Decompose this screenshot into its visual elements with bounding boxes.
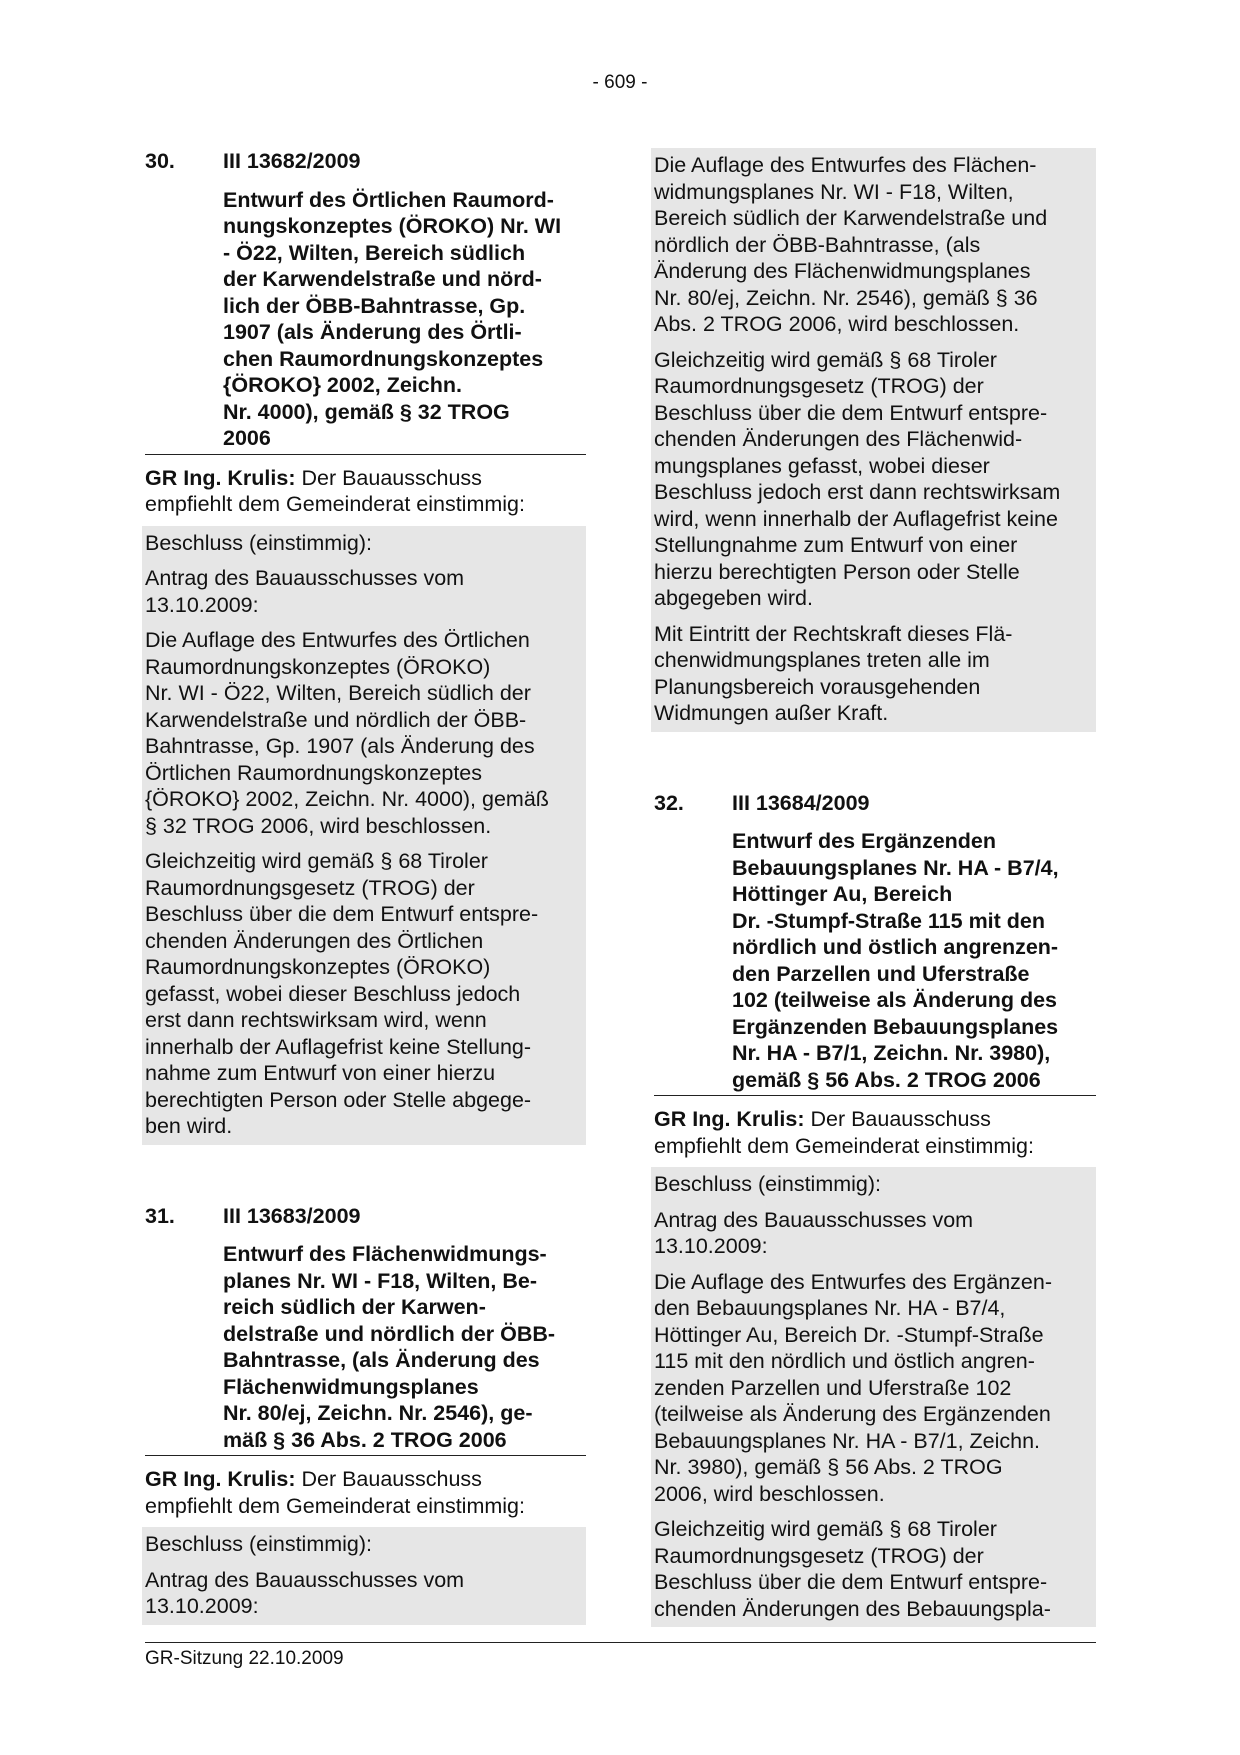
resolution-paragraph: Die Auflage des Entwurfes des Flächen- widmungsplanes Nr. WI - F18, Wilten, Bereich südlich der Karwendelstraße und nördlich der ÖBB-Bahntrasse, (als Änderung des Flächenwidmungsplanes Nr. 80/ej, Zeichn. Nr. 2546), gemäß § 36 Abs. 2 TROG 2006, wird beschlossen. (654, 153, 1048, 336)
intro-text: Der Bauausschuss empfiehlt dem Gemeinderat einstimmig: (145, 1467, 525, 1518)
agenda-item-31 (145, 1203, 586, 1456)
item-number: 32. (654, 790, 684, 815)
footer-session-date: GR-Sitzung 22.10.2009 (145, 1648, 344, 1669)
motion-label: Antrag des Bauausschusses vom 13.10.2009: (145, 1567, 465, 1618)
speaker-intro (654, 1106, 1096, 1159)
intro-text: Der Bauausschuss empfiehlt dem Gemeinderat einstimmig: (145, 465, 525, 516)
resolution-label: Beschluss (einstimmig): (145, 1532, 372, 1556)
left-column (145, 148, 586, 1625)
resolution-paragraph: Gleichzeitig wird gemäß § 68 Tiroler Raumordnungsgesetz (TROG) der Beschluss über die dem Entwurf entspre- chenden Änderungen des Örtlichen Raumordnungskonzeptes (ÖROKO) gefasst, wobei dieser Beschluss jedoch erst dann rechtswirksam wird, wenn innerhalb der Auflagefrist keine Stellung- nahme zum Entwurf von einer hierzu berechtigten Person oder Stelle abgege- ben wird. (145, 849, 539, 1138)
resolution-block (651, 1167, 1096, 1627)
divider (145, 1455, 586, 1456)
resolution-label: Beschluss (einstimmig): (145, 530, 372, 555)
divider (654, 1095, 1096, 1096)
resolution-paragraph: Mit Eintritt der Rechtskraft dieses Flä- chenwidmungsplanes treten alle im Planungsbereich vorausgehenden Widmungen außer Kraft. (654, 621, 1013, 725)
speaker-name: GR Ing. Krulis: (145, 465, 296, 490)
divider (145, 454, 586, 455)
resolution-label: Beschluss (einstimmig): (654, 1172, 881, 1196)
item-reference: III 13683/2009 (223, 1203, 361, 1228)
speaker-name: GR Ing. Krulis: (654, 1107, 805, 1131)
footer-divider (145, 1642, 1096, 1643)
item-subject: Entwurf des Ergänzenden Bebauungsplanes Nr. HA - B7/4, Höttinger Au, Bereich Dr. -Stumpf-Straße 115 mit den nördlich und östlich angrenzen- den Parzellen und Uferstraße 102 (teilweise als Änderung des Ergänzenden Bebauungsplanes Nr. HA - B7/1, Zeichn. Nr. 3980), gemäß § 56 Abs. 2 TROG 2006 (732, 829, 1059, 1092)
resolution-paragraph: Die Auflage des Entwurfes des Örtlichen Raumordnungskonzeptes (ÖROKO) Nr. WI - Ö22, Wilten, Bereich südlich der Karwendelstraße und nördlich der ÖBB- Bahntrasse, Gp. 1907 (als Änderung des Örtlichen Raumordnungskonzeptes {ÖROKO} 2002, Zeichn. Nr. 4000), gemäß § 32 TROG 2006, wird beschlossen. (145, 628, 549, 838)
resolution-block (142, 1527, 586, 1625)
resolution-paragraph: Die Auflage des Entwurfes des Ergänzen- den Bebauungsplanes Nr. HA - B7/4, Höttinger Au, Bereich Dr. -Stumpf-Straße 115 mit den nördlich und östlich angren- zenden Parzellen und Uferstraße 102 (teilweise als Änderung des Ergänzenden Bebauungsplanes Nr. HA - B7/1, Zeichn. Nr. 3980), gemäß § 56 Abs. 2 TROG 2006, wird beschlossen. (654, 1269, 1052, 1506)
item-number: 30. (145, 149, 175, 173)
item-subject: Entwurf des Flächenwidmungs- planes Nr. WI - F18, Wilten, Be- reich südlich der Karwen- delstraße und nördlich der ÖBB- Bahntrasse, (als Änderung des Flächenwidmungsplanes Nr. 80/ej, Zeichn. Nr. 2546), ge- mäß § 36 Abs. 2 TROG 2006 (223, 1242, 556, 1452)
resolution-block-continued (651, 148, 1096, 732)
right-column (654, 148, 1096, 1627)
resolution-block (142, 526, 586, 1145)
speaker-name: GR Ing. Krulis: (145, 1467, 296, 1491)
motion-label: Antrag des Bauausschusses vom 13.10.2009: (654, 1207, 974, 1258)
motion-label: Antrag des Bauausschusses vom 13.10.2009: (145, 566, 465, 617)
item-reference: III 13682/2009 (223, 149, 361, 173)
agenda-item-30 (145, 148, 586, 454)
page-number: - 609 - (592, 72, 648, 93)
resolution-paragraph: Gleichzeitig wird gemäß § 68 Tiroler Raumordnungsgesetz (TROG) der Beschluss über die dem Entwurf entspre- chenden Änderungen des Flächenwid- mungsplanes gefasst, wobei dieser Beschluss jedoch erst dann rechtswirksam wird, wenn innerhalb der Auflagefrist keine Stellungnahme zum Entwurf von einer hierzu berechtigten Person oder Stelle abgegeben wird. (654, 347, 1061, 610)
agenda-item-32 (654, 790, 1096, 1096)
item-reference: III 13684/2009 (732, 790, 870, 815)
speaker-intro (145, 465, 586, 518)
intro-text: Der Bauausschuss empfiehlt dem Gemeinderat einstimmig: (654, 1107, 1034, 1158)
resolution-paragraph: Gleichzeitig wird gemäß § 68 Tiroler Raumordnungsgesetz (TROG) der Beschluss über die dem Entwurf entspre- chenden Änderungen des Bebauungspla- (654, 1517, 1051, 1621)
item-number: 31. (145, 1203, 175, 1228)
speaker-intro (145, 1466, 586, 1519)
item-subject: Entwurf des Örtlichen Raumord- nungskonzeptes (ÖROKO) Nr. WI - Ö22, Wilten, Bereich südlich der Karwendelstraße und nörd- lich der ÖBB-Bahntrasse, Gp. 1907 (als Änderung des Örtli- chen Raumordnungskonzeptes {ÖROKO} 2002, Zeichn. Nr. 4000), gemäß § 32 TROG 2006 (223, 187, 562, 450)
